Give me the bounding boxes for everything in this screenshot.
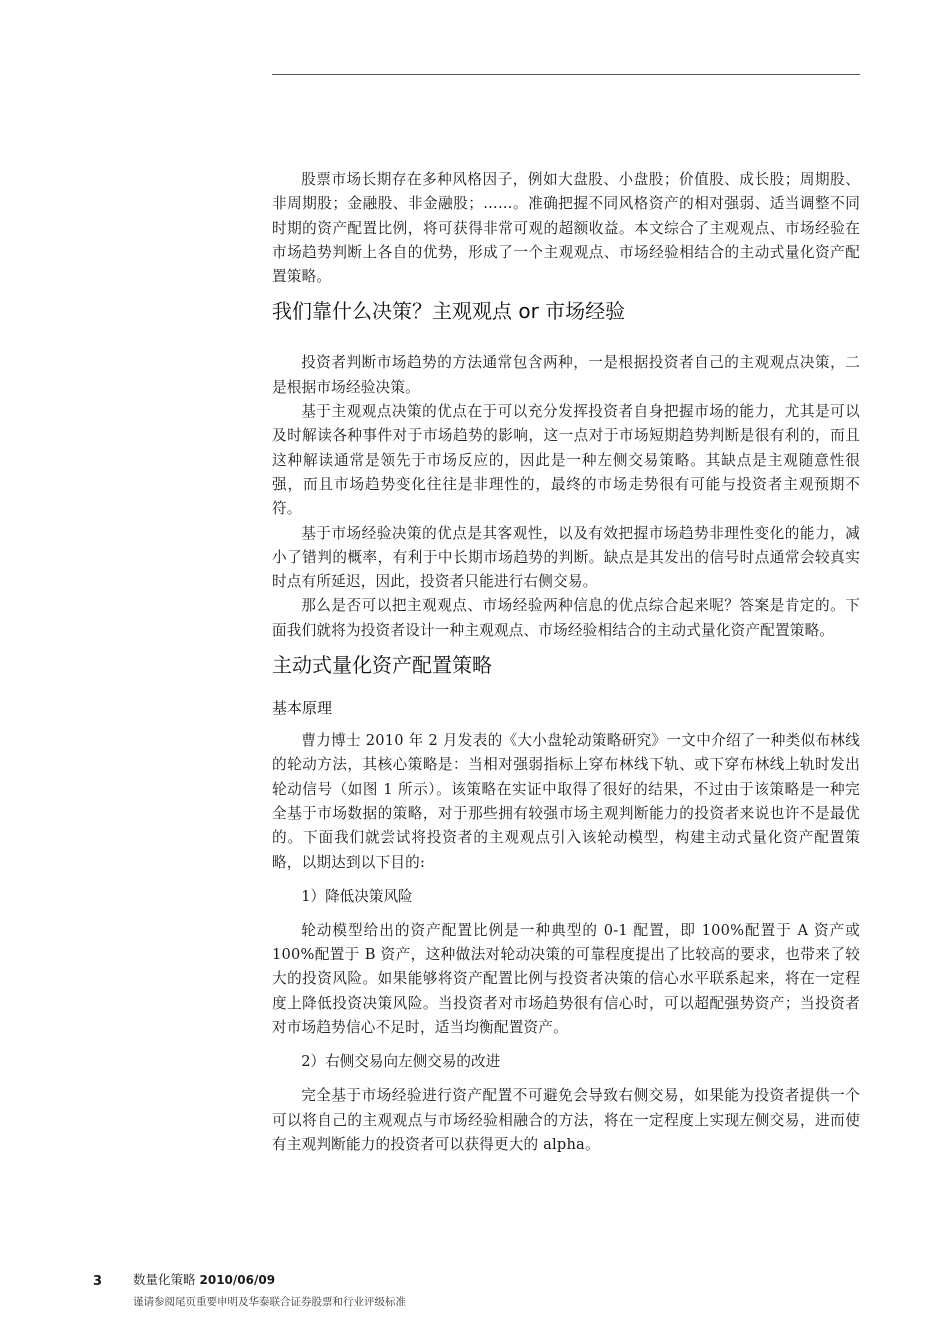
section1-paragraph-3: 基于市场经验决策的优点是其客观性，以及有效把握市场趋势非理性变化的能力，减小了错判的概率，有利于中长期市场趋势的判断。缺点是其发出的信号时点通常会较真实时点有所延迟，因此，投资者只能进行右侧交易。 [272, 524, 860, 591]
footer-date: 2010/06/09 [199, 1273, 276, 1287]
section-heading-decision: 我们靠什么决策？主观观点 or 市场经验 [272, 299, 626, 324]
goal-item-1: 1）降低决策风险 [301, 887, 413, 905]
section-heading-strategy: 主动式量化资产配置策略 [272, 653, 492, 678]
footer-report-name: 数量化策略 [133, 1272, 196, 1287]
page-footer [0, 1268, 950, 1328]
footer-disclaimer: 谨请参阅尾页重要申明及华泰联合证券股票和行业评级标准 [133, 1296, 406, 1308]
report-body [272, 168, 860, 1157]
intro-paragraph: 股票市场长期存在多种风格因子，例如大盘股、小盘股；价值股、成长股；周期股、非周期股；金融股、非金融股；……。准确把握不同风格资产的相对强弱、适当调整不同时期的资产配置比例，将可获得非常可观的超额收益。本文综合了主观观点、市场经验在市场趋势判断上各自的优势，形成了一个主观观点、市场经验相结合的主动式量化资产配置策略。 [272, 171, 860, 286]
goal-item-2: 2）右侧交易向左侧交易的改进 [301, 1053, 501, 1071]
goal-item-2-text: 完全基于市场经验进行资产配置不可避免会导致右侧交易，如果能为投资者提供一个可以将自己的主观观点与市场经验相融合的方法，将在一定程度上实现左侧交易，进而使有主观判断能力的投资者可以获得更大的 alpha。 [272, 1087, 860, 1153]
section1-paragraph-4: 那么是否可以把主观观点、市场经验两种信息的优点综合起来呢？答案是肯定的。下面我们就将为投资者设计一种主观观点、市场经验相结合的主动式量化资产配置策略。 [272, 597, 860, 639]
subsection-heading-principle: 基本原理 [272, 699, 333, 718]
page-number: 3 [93, 1274, 103, 1289]
header-rule [272, 74, 860, 75]
goal-item-1-text: 轮动模型给出的资产配置比例是一种典型的 0-1 配置，即 100%配置于 A 资产或 100%配置于 B 资产，这种做法对轮动决策的可靠程度提出了比较高的要求，也带来了较大的投资风险。如果能够将资产配置比例与投资者决策的信心水平联系起来，将在一定程度上降低投资决策风险。当投资者对市场趋势很有信心时，可以超配强势资产；当投资者对市场趋势信心不足时，适当均衡配置资产。 [272, 921, 860, 1037]
principle-paragraph: 曹力博士 2010 年 2 月发表的《大小盘轮动策略研究》一文中介绍了一种类似布林线的轮动方法，其核心策略是：当相对强弱指标上穿布林线下轨、或下穿布林线上轨时发出轮动信号（如图 1 所示）。该策略在实证中取得了很好的结果，不过由于该策略是一种完全基于市场数据的策略，对于那些拥有较强市场主观判断能力的投资者来说也许不是最优的。下面我们就尝试将投资者的主观观点引入该轮动模型，构建主动式量化资产配置策略，以期达到以下目的: [272, 732, 860, 871]
section1-paragraph-1: 投资者判断市场趋势的方法通常包含两种，一是根据投资者自己的主观观点决策，二是根据市场经验决策。 [272, 354, 860, 396]
footer-report-line [133, 1270, 275, 1288]
section1-paragraph-2: 基于主观观点决策的优点在于可以充分发挥投资者自身把握市场的能力，尤其是可以及时解读各种事件对于市场趋势的影响，这一点对于市场短期趋势判断是很有利的，而且这种解读通常是领先于市场反应的，因此是一种左侧交易策略。其缺点是主观随意性很强，而且市场趋势变化往往是非理性的，最终的市场走势很有可能与投资者主观预期不符。 [272, 403, 860, 518]
